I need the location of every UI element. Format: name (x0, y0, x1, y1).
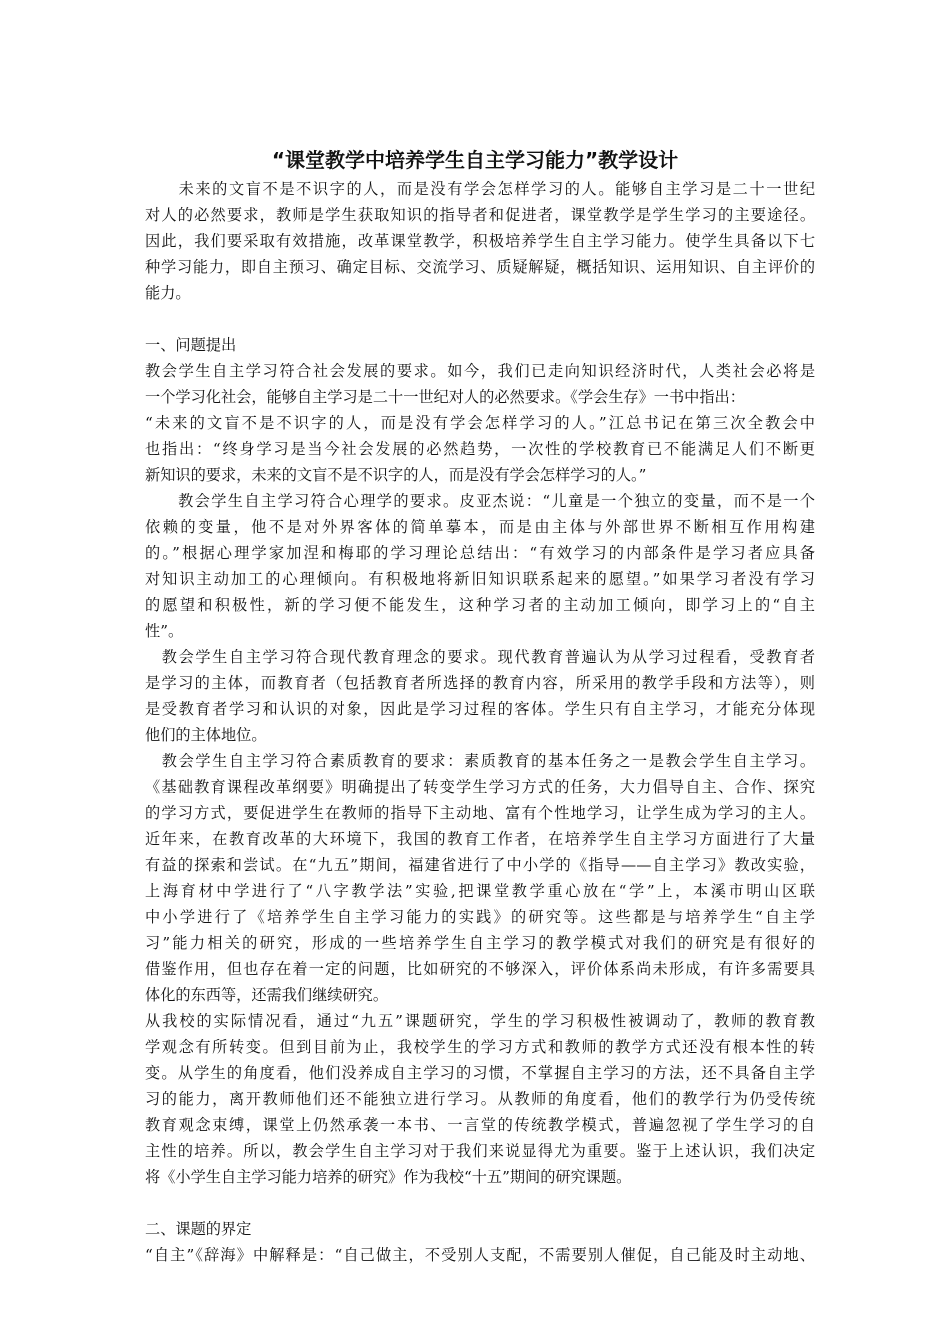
text-line: 上海育材中学进行了“八字教学法”实验,把课堂教学重心放在“学”上，本溪市明山区联 (145, 882, 815, 900)
text-line: 是学习的主体，而教育者（包括教育者所选择的教育内容，所采用的教学手段和方法等），则 (145, 674, 815, 692)
text-line: 教会学生自主学习符合社会发展的要求。如今，我们已走向知识经济时代，人类社会必将是 (145, 362, 815, 380)
text-line: 因此，我们要采取有效措施，改革课堂教学，积极培养学生自主学习能力。使学生具备以下七 (145, 232, 815, 250)
blank-line (145, 1190, 815, 1216)
text-line: 一个学习化社会，能够自主学习是二十一世纪对人的必然要求。《学会生存》一书中指出： (145, 388, 745, 406)
text-line: 的学习方式，要促进学生在教师的指导下主动地、富有个性地学习，让学生成为学习的主人。 (145, 804, 815, 822)
text-line: 教育观念束缚，课堂上仍然承袭一本书、一言堂的传统教学模式，普遍忽视了学生学习的自 (145, 1116, 815, 1134)
document-body (145, 176, 815, 1268)
text-line: 性”。 (145, 622, 184, 640)
document-title: “课堂教学中培养学生自主学习能力”教学设计 (271, 148, 679, 172)
text-line: 变。从学生的角度看，他们没养成自主学习的习惯，不掌握自主学习的方法，还不具备自主学 (145, 1064, 815, 1082)
text-line: 能力。 (145, 284, 191, 302)
text-line: 种学习能力，即自主预习、确定目标、交流学习、质疑解疑，概括知识、运用知识、自主评价的 (145, 258, 815, 276)
text-line: 依赖的变量，他不是对外界客体的简单摹本，而是由主体与外部世界不断相互作用构建 (145, 518, 815, 536)
text-line: 新知识的要求，未来的文盲不是不识字的人，而是没有学会怎样学习的人。” (145, 466, 647, 484)
text-line: 对知识主动加工的心理倾向。有积极地将新旧知识联系起来的愿望。”如果学习者没有学习 (145, 570, 815, 588)
text-line: 从我校的实际情况看，通过“九五”课题研究，学生的学习积极性被调动了，教师的教育教 (145, 1012, 815, 1030)
text-line: 的愿望和积极性，新的学习便不能发生，这种学习者的主动加工倾向，即学习上的“自主 (145, 596, 815, 614)
text-line: 的。”根据心理学家加涅和梅耶的学习理论总结出：“有效学习的内部条件是学习者应具备 (145, 544, 815, 562)
text-line: 习”能力相关的研究，形成的一些培养学生自主学习的教学模式对我们的研究是有很好的 (145, 934, 815, 952)
text-line: 教会学生自主学习符合现代教育理念的要求。现代教育普遍认为从学习过程看，受教育者 (145, 648, 815, 666)
text-line: 二、课题的界定 (145, 1220, 252, 1238)
text-line: 他们的主体地位。 (145, 726, 267, 744)
text-line: 教会学生自主学习符合素质教育的要求：素质教育的基本任务之一是教会学生自主学习。 (145, 752, 815, 770)
text-line: 习的能力，离开教师他们还不能独立进行学习。从教师的角度看，他们的教学行为仍受传统 (145, 1090, 815, 1108)
text-line: 体化的东西等，还需我们继续研究。 (145, 986, 388, 1004)
text-line: 中小学进行了《培养学生自主学习能力的实践》的研究等。这些都是与培养学生“自主学 (145, 908, 815, 926)
blank-line (145, 306, 815, 332)
text-line: 借鉴作用，但也存在着一定的问题，比如研究的不够深入，评价体系尚未形成，有许多需要具 (145, 960, 815, 978)
text-line: 也指出：“终身学习是当今社会发展的必然趋势，一次性的学校教育已不能满足人们不断更 (145, 440, 815, 458)
text-line: 有益的探索和尝试。在“九五”期间，福建省进行了中小学的《指导——自主学习》教改实验， (145, 856, 815, 874)
text-line: 教会学生自主学习符合心理学的要求。皮亚杰说：“儿童是一个独立的变量，而不是一个 (145, 492, 815, 510)
text-line: “自主”《辞海》中解释是：“自己做主，不受别人支配，不需要别人催促，自己能及时主动地、 (145, 1246, 815, 1264)
text-line: 将《小学生自主学习能力培养的研究》作为我校“十五”期间的研究课题。 (145, 1168, 632, 1186)
text-line: 近年来，在教育改革的大环境下，我国的教育工作者，在培养学生自主学习方面进行了大量 (145, 830, 815, 848)
text-line: 对人的必然要求，教师是学生获取知识的指导者和促进者，课堂教学是学生学习的主要途径。 (145, 206, 815, 224)
text-line: 未来的文盲不是不识字的人，而是没有学会怎样学习的人。能够自主学习是二十一世纪 (145, 180, 815, 198)
text-line: “未来的文盲不是不识字的人，而是没有学会怎样学习的人。”江总书记在第三次全教会中 (145, 414, 815, 432)
text-line: 《基础教育课程改革纲要》明确提出了转变学生学习方式的任务，大力倡导自主、合作、探究 (145, 778, 815, 796)
text-line: 是受教育者学习和认识的对象，因此是学习过程的客体。学生只有自主学习，才能充分体现 (145, 700, 815, 718)
text-line: 一、问题提出 (145, 336, 237, 354)
text-line: 主性的培养。所以，教会学生自主学习对于我们来说显得尤为重要。鉴于上述认识，我们决定 (145, 1142, 815, 1160)
text-line: 学观念有所转变。但到目前为止，我校学生的学习方式和教师的教学方式还没有根本性的转 (145, 1038, 815, 1056)
